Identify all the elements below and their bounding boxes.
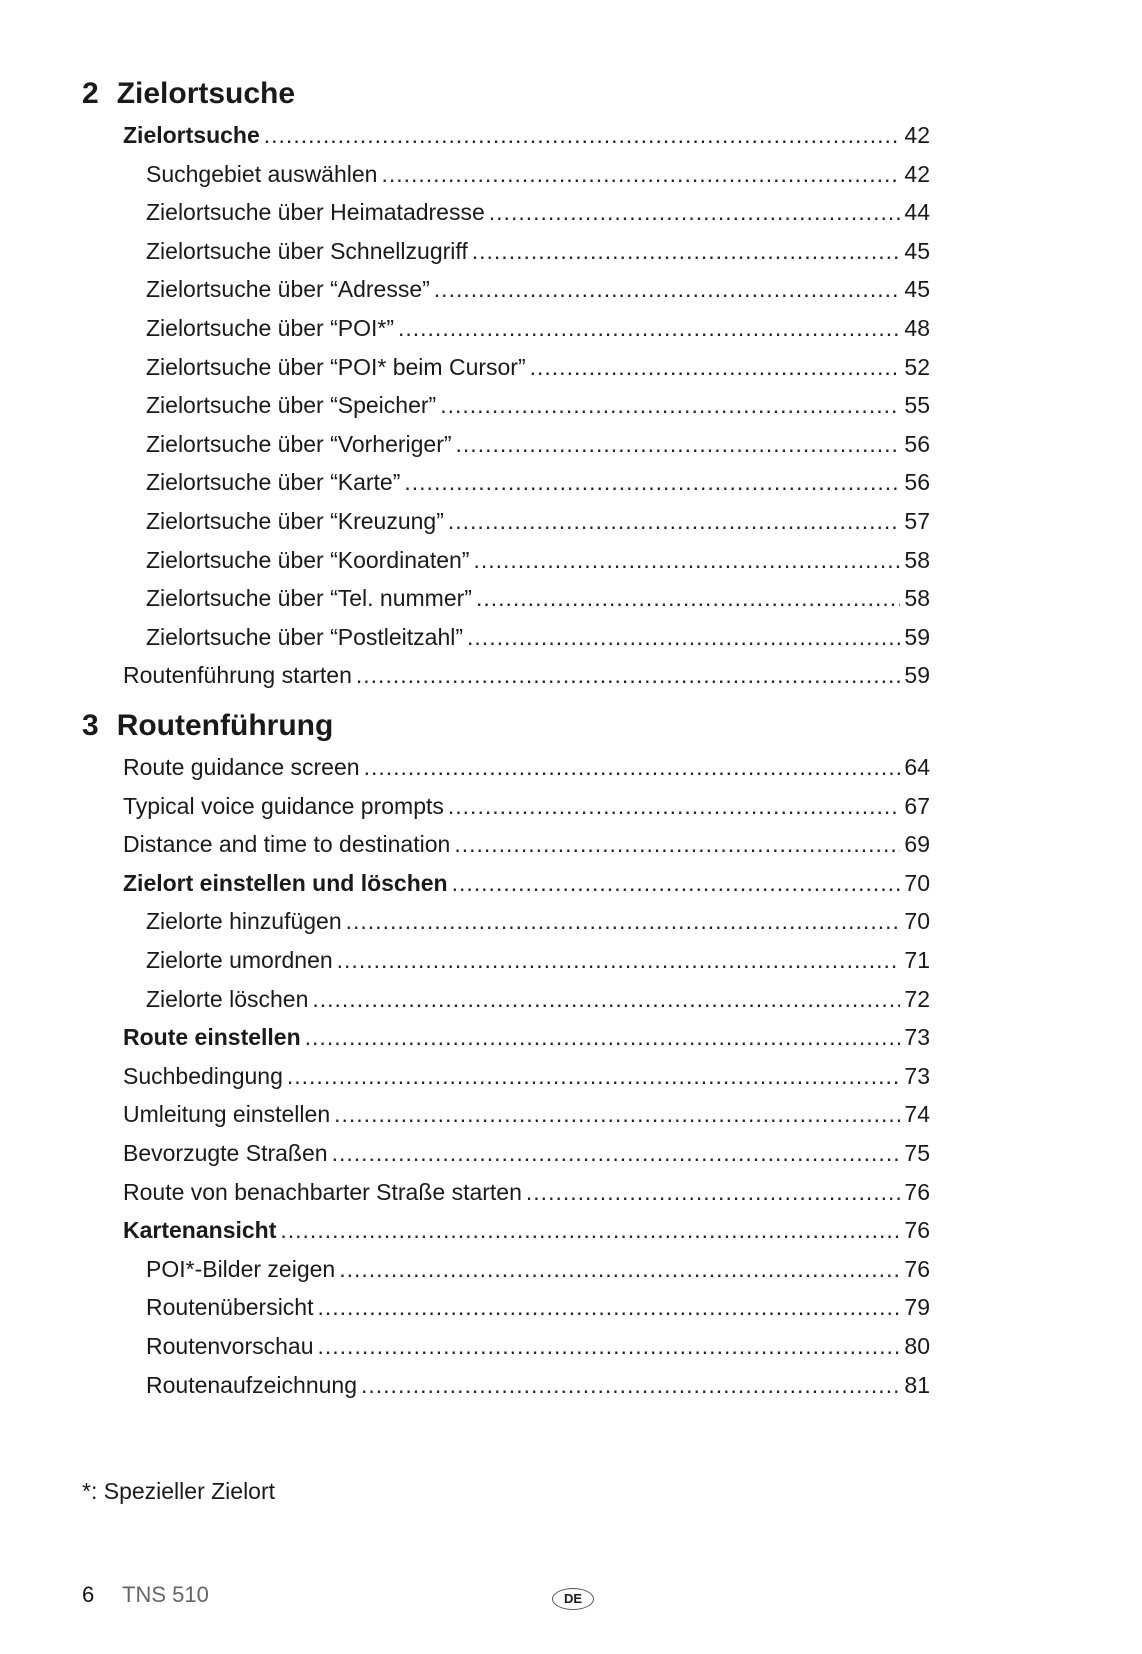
dot-leader [280, 1211, 900, 1249]
toc-entry-page: 71 [904, 947, 930, 973]
dot-leader [526, 1173, 901, 1211]
toc-entry-label: Routenführung starten [123, 662, 352, 689]
toc-entry-label: Suchbedingung [123, 1062, 283, 1089]
toc-entry-label: Zielortsuche über “Adresse” [146, 276, 430, 303]
dot-leader [434, 270, 901, 308]
toc-entry[interactable] [146, 1288, 930, 1326]
toc-entry-page: 72 [904, 985, 930, 1012]
toc-entry[interactable] [123, 787, 930, 825]
toc-entry[interactable] [146, 270, 930, 308]
toc-entry-page: 57 [904, 508, 930, 534]
toc-entry-label: Zielortsuche über “Postleitzahl” [146, 623, 464, 650]
toc-entry-page: 58 [904, 585, 930, 612]
toc-entry-label: Zielorte umordnen [146, 947, 333, 973]
toc-entry[interactable] [146, 309, 930, 347]
toc-entry-label: Zielorte löschen [146, 985, 309, 1012]
toc-entry-label: Zielortsuche über “POI*” [146, 315, 394, 341]
toc-entry-page: 55 [904, 392, 930, 419]
toc-entry[interactable] [123, 1173, 930, 1211]
toc-entry[interactable] [146, 1327, 930, 1365]
toc-entry-page: 56 [904, 430, 930, 457]
toc-entry-label: Routenvorschau [146, 1333, 314, 1359]
dot-leader [332, 1134, 901, 1172]
dot-leader [440, 386, 900, 424]
toc-entry-page: 79 [904, 1294, 930, 1321]
section-title: Zielortsuche [116, 77, 296, 110]
toc-entry-label: Route von benachbarter Straße starten [123, 1178, 522, 1205]
toc-entry-label: Route einstellen [123, 1024, 301, 1051]
toc-entry[interactable] [123, 656, 930, 694]
toc-entry[interactable] [146, 155, 930, 193]
toc-entry[interactable] [146, 902, 930, 940]
section-title: Routenführung [116, 709, 334, 742]
toc-entry-label: Zielortsuche über Schnellzugriff [146, 237, 468, 264]
toc-entry-label: Zielortsuche über Heimatadresse [146, 199, 485, 226]
dot-leader [530, 348, 901, 386]
footnote: *: Spezieller Zielort [82, 1478, 276, 1504]
dot-leader [346, 902, 901, 940]
dot-leader [264, 116, 901, 154]
toc-entry-page: 56 [904, 469, 930, 496]
dot-leader [398, 309, 900, 347]
toc-entry-label: Zielortsuche über “Tel. nummer” [146, 585, 472, 612]
toc-entry[interactable] [146, 579, 930, 617]
toc-entry[interactable] [146, 1250, 930, 1288]
dot-leader [472, 232, 901, 270]
toc-entry[interactable] [146, 386, 930, 424]
toc-entry-page: 58 [904, 546, 930, 573]
toc-entry-page: 70 [904, 869, 930, 896]
toc-entry[interactable] [146, 425, 930, 463]
toc-entry[interactable] [123, 1057, 930, 1095]
toc-entry-page: 52 [904, 353, 930, 380]
toc-entry-page: 76 [904, 1255, 930, 1282]
toc-entry-page: 75 [904, 1140, 930, 1166]
dot-leader [454, 825, 900, 863]
toc-entry-label: Route guidance screen [123, 754, 360, 780]
toc-entry-page: 69 [904, 831, 930, 858]
toc-entry[interactable] [146, 232, 930, 270]
toc-entry-page: 45 [904, 237, 930, 264]
dot-leader [339, 1250, 900, 1288]
toc-entry-label: Routenaufzeichnung [146, 1371, 357, 1398]
dot-leader [448, 502, 901, 540]
dot-leader [489, 193, 901, 231]
toc-entry[interactable] [146, 463, 930, 501]
toc-entry-page: 73 [904, 1024, 930, 1051]
section-heading [82, 708, 333, 744]
toc-entry-label: Zielortsuche [123, 122, 260, 148]
section-heading [82, 76, 295, 112]
toc-entry[interactable] [123, 1095, 930, 1133]
toc-entry[interactable] [146, 348, 930, 386]
toc-entry[interactable] [146, 980, 930, 1018]
page-number: 6 [82, 1582, 95, 1607]
toc-entry-label: Distance and time to destination [123, 831, 451, 858]
toc-entry[interactable] [123, 1134, 930, 1172]
toc-entry-label: Suchgebiet auswählen [146, 160, 378, 187]
toc-entry[interactable] [146, 941, 930, 979]
toc-entry-page: 59 [904, 662, 930, 689]
toc-entry-page: 76 [904, 1217, 930, 1244]
toc-entry-label: POI*-Bilder zeigen [146, 1255, 336, 1282]
section-number: 2 [82, 77, 99, 110]
toc-entry-page: 73 [904, 1062, 930, 1089]
toc-entry-label: Zielortsuche über “Kreuzung” [146, 508, 444, 534]
toc-entry-page: 81 [904, 1371, 930, 1398]
toc-entry[interactable] [146, 1366, 930, 1404]
toc-entry-label: Zielortsuche über “Koordinaten” [146, 546, 470, 573]
language-badge: DE [552, 1588, 594, 1610]
toc-entry-page: 44 [904, 199, 930, 226]
dot-leader [456, 425, 901, 463]
dot-leader [318, 1288, 901, 1326]
dot-leader [337, 941, 901, 979]
toc-entry-page: 42 [904, 160, 930, 187]
toc-entry[interactable] [123, 1018, 930, 1056]
toc-entry-label: Typical voice guidance prompts [123, 792, 444, 819]
dot-leader [305, 1018, 901, 1056]
model-name: TNS 510 [122, 1582, 209, 1607]
toc-entry-label: Bevorzugte Straßen [123, 1140, 328, 1166]
toc-entry-page: 42 [904, 122, 930, 148]
dot-leader [467, 618, 900, 656]
toc-entry-label: Umleitung einstellen [123, 1101, 331, 1128]
dot-leader [452, 864, 901, 902]
toc-entry[interactable] [123, 1211, 930, 1249]
toc-entry-label: Zielort einstellen und löschen [123, 869, 448, 896]
dot-leader [448, 787, 901, 825]
toc-entry-page: 80 [904, 1333, 930, 1359]
dot-leader [318, 1327, 901, 1365]
toc-entry-page: 48 [904, 315, 930, 341]
dot-leader [473, 541, 900, 579]
dot-leader [364, 748, 901, 786]
toc-entry-page: 76 [904, 1178, 930, 1205]
dot-leader [312, 980, 900, 1018]
dot-leader [381, 155, 900, 193]
toc-entry-label: Kartenansicht [123, 1217, 277, 1244]
toc-entry[interactable] [123, 825, 930, 863]
dot-leader [356, 656, 901, 694]
toc-entry-page: 70 [904, 908, 930, 935]
toc-entry[interactable] [146, 193, 930, 231]
toc-entry-label: Zielortsuche über “POI* beim Cursor” [146, 353, 526, 380]
toc-entry[interactable] [146, 618, 930, 656]
toc-entry-page: 45 [904, 276, 930, 303]
dot-leader [404, 463, 900, 501]
toc-entry[interactable] [146, 502, 930, 540]
toc-entry-page: 74 [904, 1101, 930, 1128]
toc-entry[interactable] [123, 748, 930, 786]
toc-entry-page: 64 [904, 754, 930, 780]
toc-entry-label: Zielorte hinzufügen [146, 908, 342, 935]
section-number: 3 [82, 709, 99, 742]
toc-entry[interactable] [123, 864, 930, 902]
toc-entry-label: Zielortsuche über “Karte” [146, 469, 401, 496]
dot-leader [334, 1095, 900, 1133]
dot-leader [476, 579, 900, 617]
toc-entry-page: 59 [904, 623, 930, 650]
toc-entry-page: 67 [904, 792, 930, 819]
toc-entry-label: Routenübersicht [146, 1294, 314, 1321]
dot-leader [361, 1366, 900, 1404]
dot-leader [287, 1057, 901, 1095]
toc-entry[interactable] [146, 541, 930, 579]
toc-entry[interactable] [123, 116, 930, 154]
toc-entry-label: Zielortsuche über “Speicher” [146, 392, 437, 419]
toc-entry-label: Zielortsuche über “Vorheriger” [146, 430, 452, 457]
